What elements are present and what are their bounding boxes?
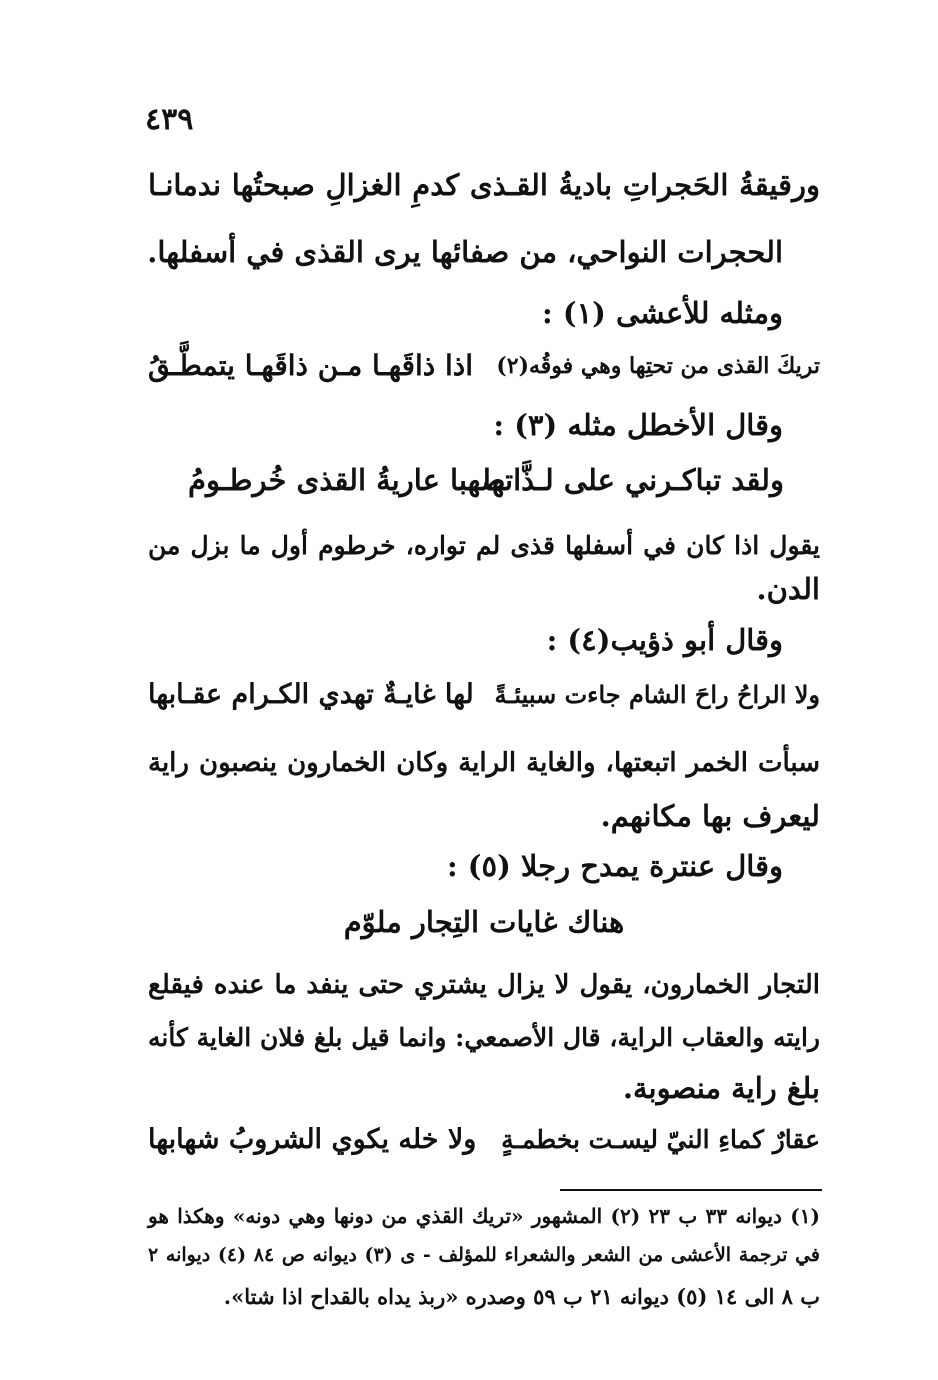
text-line: وقال عنترة يمدح رجلا (٥) : [446,849,783,883]
text-line: رايته والعقاب الراية، قال الأصمعي: وانما قيل بلغ فلان الغاية كأنه [148,1023,820,1052]
verse-second-hemistich: صهبا عاريةُ القذى خُرطـومُ [188,463,506,497]
text-line: الحجرات النواحي، من صفائها يرى القذى في أسفلها. [147,235,783,269]
verse-first-hemistich: عقارٌ كماءِ النيّ ليسـت بخطمـةٍ [501,1125,820,1154]
verse-line: ورقيقةُ الحَجراتِ باديةُ القـذى كدمِ الغزالِ صبحتُها ندمانـا [148,168,820,202]
verse-first-hemistich: تريكَ القذى من تحتِها وهي فوقُه(٢) [496,353,820,379]
text-line: وقال الأخطل مثله (٣) : [493,408,783,442]
text-line: الدن. [756,572,820,606]
page-number: ٤٣٩ [145,102,194,137]
verse-second-hemistich: اذا ذاقَهـا مـن ذاقَهـا يتمطَّـقُ [148,349,474,382]
footnote-divider [560,1189,822,1191]
verse-second-hemistich: لها غايـةٌ تهدي الكـرام عقـابها [148,679,474,710]
verse-first-hemistich: ولقد تباكـرني على لـذَّاتها [482,463,784,497]
verse-line [148,673,820,717]
verse-first-hemistich: ولا الراحُ راحَ الشام جاءت سبيئـةً [494,680,820,709]
footnote-line: (١) ديوانه ٣٣ ب ٢٣ (٢) المشهور «تريك القذي من دونها وهي دونه» وهكذا هو [148,1204,820,1228]
verse-second-hemistich: ولا خله يكوي الشروبُ شهابها [148,1124,477,1155]
text-line: بلغ راية منصوبة. [622,1071,820,1105]
text-line: التجار الخمارون، يقول لا يزال يشتري حتى ينفد ما عنده فيقلع [148,970,820,1000]
text-line: ليعرف بها مكانهم. [600,799,820,833]
verse-line [148,458,820,502]
verse-half-line: هناك غايات التِجار ملوّم [343,905,625,939]
text-line: سبأت الخمر اتبعتها، والغاية الراية وكان الخمارون ينصبون راية [148,748,820,778]
text-line: يقول اذا كان في أسفلها قذى لم تواره، خرطوم أول ما بزل من [148,531,820,560]
footnote-line: ب ٨ الى ١٤ (٥) ديوانه ٢١ ب ٥٩ وصدره «ربذ يداه بالقداح اذا شتا». [223,1284,820,1309]
verse-line [148,344,820,388]
footnote-line: في ترجمة الأعشى من الشعر والشعراء للمؤلف - ى (٣) ديوانه ص ٨٤ (٤) ديوانه ٢ [148,1244,821,1266]
text-line: ومثله للأعشى (١) : [542,296,783,330]
text-line: وقال أبو ذؤيب(٤) : [546,623,783,657]
verse-line [148,1118,820,1162]
